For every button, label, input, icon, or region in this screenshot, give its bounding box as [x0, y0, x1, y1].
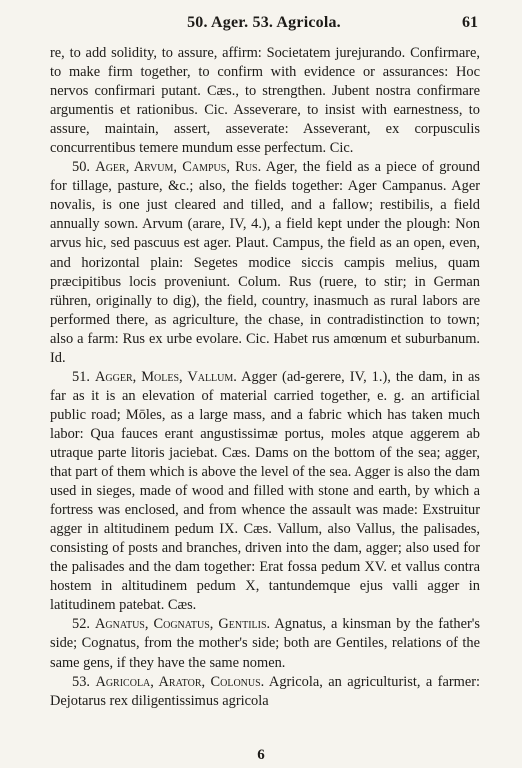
entry-number: 51.: [72, 368, 90, 385]
entry-heads: Agger, Moles, Vallum.: [95, 368, 237, 385]
entry-number: 53.: [72, 673, 90, 690]
entry-50: [50, 158, 480, 368]
page-header: [50, 14, 478, 36]
entry-51: [50, 368, 480, 616]
paragraph-continuation: [50, 44, 480, 158]
signature-mark: 6: [257, 747, 265, 763]
entry-heads: Ager, Arvum, Campus, Rus.: [95, 159, 262, 176]
entry-text: Ager, the field as a piece of ground for tillage, pasture, &c.; also, the fields together: Ager Campanus. Ager novalis, is one just cleared and tilled, and a fallow; restibilis, a field annually sown. Arvum (arare, IV, 4.), a field kept under the plough: Non arvus hic, sed pascuus est ager. Plaut. Campus, the field as an open, even, and horizontal plain: Segetes modice siccis campis melius, quam præcipitibus locis proveniunt. Colum. Rus (ruere, to stir; in German rühren, originally to dig), the field, country, inasmuch as rural labors are performed there, as agriculture, the chase, in contradistinction to town; also a farm: Rus ex urbe evolare. Cic. Habet rus amœnum et suburbanum. Id.: [50, 159, 480, 366]
entry-text: Agger (ad-gerere, IV, 1.), the dam, in as far as it is an elevation of material carried together, e. g. an artificial public road; Mōles, as a large mass, and a fabric which has taken much labor: Qua fauces erant angustissimæ portus, moles atque aggerem ab utraque parte litoris jaciebat. Cæs. Dams on the bottom of the sea; agger, that part of them which is above the level of the sea. Agger is also the dam used in sieges, made of wood and filled with stone and earth, by which a fortress was enclosed, and from whence the assault was made: Exstruitur agger in altitudinem pedum IX. Cæs. Vallum, also Vallus, the palisades, consisting of posts and branches, driven into the dam, agger; also used for the palisades and the dam together: Erat fossa pedum XV. et vallus contra hostem in altitudinem pedum X, tantundemque ejus valli agger in latitudinem patebat. Cæs.: [50, 368, 480, 614]
entry-heads: Agnatus, Cognatus, Gentilis.: [95, 616, 271, 633]
entry-number: 50.: [72, 159, 90, 176]
entry-52: [50, 615, 480, 672]
running-head: 50. Ager. 53. Agricola.: [187, 14, 341, 31]
body-text: [50, 44, 480, 711]
paragraph-text: re, to add solidity, to assure, affirm: Societatem jurejurando. Confirmare, to make firm together, to confirm with evidence or assurances: Hoc nervos confirmari putant. Cæs., to strengthen. Jubent nostra confirmare argumentis et rationibus. Cic. Asseverare, to insist with earnestness, to assure, maintain, assert, asseverate: Asseverant, ex corpusculis concurrentibus temere mundum esse perfectum. Cic.: [50, 45, 480, 157]
entry-heads: Agricola, Arator, Colonus.: [95, 673, 265, 690]
entry-53: [50, 673, 480, 711]
entry-number: 52.: [72, 616, 90, 633]
entry-text: Agnatus, a kinsman by the father's side; Cognatus, from the mother's side; both are Gentiles, relations of the same gens, if they have the same nomen.: [50, 616, 480, 671]
page-number: 61: [462, 14, 478, 31]
entry-text: Agricola, an agriculturist, a farmer: Dejotarus rex diligentissimus agricola: [50, 673, 481, 709]
